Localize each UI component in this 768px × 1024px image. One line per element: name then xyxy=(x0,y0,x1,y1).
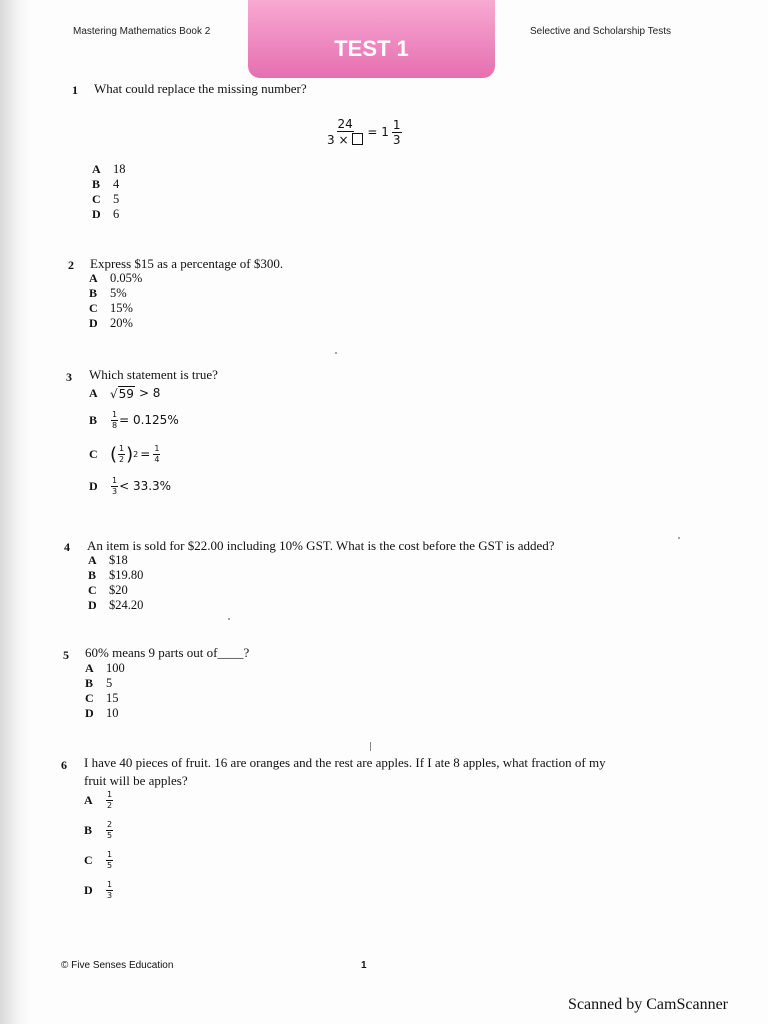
option-text: 5 xyxy=(106,676,113,690)
series-title: Selective and Scholarship Tests xyxy=(529,26,671,37)
option-d[interactable] xyxy=(89,474,171,498)
options-list xyxy=(88,553,143,613)
option-letter: A xyxy=(85,661,94,675)
numerator: 1 xyxy=(107,879,113,889)
option-letter: B xyxy=(89,286,98,300)
option-text: 6 xyxy=(113,207,120,221)
numerator: 1 xyxy=(154,443,160,453)
option-text: 15 xyxy=(106,691,119,705)
option-c[interactable] xyxy=(92,192,126,207)
question-number: 3 xyxy=(66,370,72,384)
fraction xyxy=(111,411,118,430)
denominator: 2 xyxy=(119,454,125,464)
question-number: 1 xyxy=(72,83,78,97)
scan-speck xyxy=(678,537,680,539)
option-text: 20% xyxy=(110,316,133,330)
lhs-denominator xyxy=(326,132,364,146)
option-b[interactable] xyxy=(84,818,114,842)
option-c[interactable] xyxy=(89,301,142,316)
option-text: 5% xyxy=(110,286,127,300)
fraction xyxy=(118,445,125,464)
option-letter: C xyxy=(89,446,98,461)
option-d[interactable] xyxy=(92,207,126,222)
option-a[interactable] xyxy=(89,271,142,286)
numerator: 2 xyxy=(107,819,113,829)
fraction xyxy=(106,791,113,810)
test-title: TEST 1 xyxy=(334,36,409,61)
option-letter: C xyxy=(88,583,97,597)
book-title: Mastering Mathematics Book 2 xyxy=(73,26,211,37)
option-letter: D xyxy=(88,598,97,612)
option-text: $19.80 xyxy=(109,568,144,582)
page-number: 1 xyxy=(361,960,367,971)
rhs-numerator: 1 xyxy=(392,117,401,132)
question-text: What could replace the missing number? xyxy=(94,81,307,96)
denominator: 8 xyxy=(112,420,118,430)
fraction xyxy=(106,881,113,900)
question-text: Which statement is true? xyxy=(89,367,218,382)
option-a[interactable] xyxy=(92,162,126,177)
option-text: 4 xyxy=(113,177,120,191)
option-letter: D xyxy=(85,706,94,720)
numerator: 1 xyxy=(119,443,125,453)
test-title-tab xyxy=(248,0,495,78)
options-list xyxy=(89,271,142,331)
denominator: 3 xyxy=(112,486,118,496)
open-paren: ( xyxy=(110,443,118,465)
option-letter: D xyxy=(89,316,98,330)
fraction xyxy=(111,477,118,496)
option-a[interactable] xyxy=(84,788,114,812)
option-text: 0.05% xyxy=(110,271,143,285)
question-number: 6 xyxy=(61,758,67,772)
option-text: $20 xyxy=(109,583,128,597)
denominator: 4 xyxy=(154,454,160,464)
question-text: 60% means 9 parts out of____? xyxy=(85,645,250,660)
option-d[interactable] xyxy=(88,598,143,613)
option-letter: C xyxy=(92,192,101,206)
numerator: 1 xyxy=(112,409,118,419)
option-text: 100 xyxy=(106,661,125,675)
equals-sign: = xyxy=(140,447,151,461)
option-letter: C xyxy=(89,301,98,315)
option-letter: B xyxy=(85,676,94,690)
radicand: 59 xyxy=(118,386,134,401)
scanner-watermark: Scanned by CamScanner xyxy=(568,996,728,1013)
exponent: 2 xyxy=(133,449,139,459)
option-d[interactable] xyxy=(85,706,125,721)
option-letter: A xyxy=(89,385,98,400)
option-d[interactable] xyxy=(89,316,142,331)
option-d[interactable] xyxy=(84,878,114,902)
numerator: 1 xyxy=(107,789,113,799)
option-letter: D xyxy=(84,882,93,897)
option-a[interactable] xyxy=(85,661,125,676)
question-number: 5 xyxy=(63,648,69,662)
option-text: $24.20 xyxy=(109,598,144,612)
option-text: 10 xyxy=(106,706,119,720)
option-b[interactable] xyxy=(89,286,142,301)
lhs-numerator: 24 xyxy=(337,117,353,131)
denominator: 5 xyxy=(107,830,113,840)
question-number: 2 xyxy=(68,258,74,272)
option-text: 18 xyxy=(113,162,126,176)
option-c[interactable] xyxy=(85,691,125,706)
denominator: 3 xyxy=(107,890,113,900)
option-text: 15% xyxy=(110,301,133,315)
close-paren: ) xyxy=(126,443,134,465)
scan-speck xyxy=(370,742,371,751)
lhs-denominator-text: 3 × xyxy=(327,133,349,147)
option-letter: A xyxy=(92,162,101,176)
option-c[interactable] xyxy=(84,848,114,872)
option-text: $18 xyxy=(109,553,128,567)
question-text-line-1: I have 40 pieces of fruit. 16 are oranges and the rest are apples. If I ate 8 apples, what fraction of my xyxy=(84,755,606,770)
missing-number-box xyxy=(352,133,363,145)
option-letter: B xyxy=(89,412,98,427)
option-b[interactable] xyxy=(92,177,126,192)
option-text: < 33.3% xyxy=(119,479,172,493)
option-letter: B xyxy=(92,177,101,191)
option-letter: B xyxy=(84,822,93,837)
option-b[interactable] xyxy=(85,676,125,691)
numerator: 1 xyxy=(112,475,118,485)
option-letter: D xyxy=(89,478,98,493)
scan-speck xyxy=(228,618,230,620)
question-text: Express $15 as a percentage of $300. xyxy=(90,256,284,271)
numerator: 1 xyxy=(107,849,113,859)
denominator: 5 xyxy=(107,860,113,870)
scan-edge-shadow xyxy=(0,0,30,1024)
question-text: An item is sold for $22.00 including 10% GST. What is the cost before the GST is added? xyxy=(87,538,555,553)
option-text: > 8 xyxy=(138,386,161,400)
question-number: 4 xyxy=(64,540,70,554)
option-text: 5 xyxy=(113,192,120,206)
equation xyxy=(325,118,403,146)
option-c[interactable] xyxy=(89,440,161,468)
denominator: 2 xyxy=(107,800,113,810)
option-c[interactable] xyxy=(88,583,143,598)
option-b[interactable] xyxy=(88,568,143,583)
publisher-footer: © Five Senses Education xyxy=(61,960,174,971)
square-root: √ 59 xyxy=(110,386,134,401)
option-text: = 0.125% xyxy=(119,413,179,427)
options-list xyxy=(85,661,125,721)
option-letter: C xyxy=(84,852,93,867)
fraction xyxy=(153,445,160,464)
option-letter: C xyxy=(85,691,94,705)
option-b[interactable] xyxy=(89,408,179,432)
option-a[interactable] xyxy=(88,553,143,568)
question-text-line-2: fruit will be apples? xyxy=(84,773,188,788)
scan-speck xyxy=(335,352,337,354)
option-letter: A xyxy=(89,271,98,285)
options-list xyxy=(92,162,126,222)
option-letter: D xyxy=(92,207,101,221)
fraction xyxy=(106,821,113,840)
equation-rhs-fraction xyxy=(392,119,402,146)
equation-rhs-whole: = 1 xyxy=(367,125,389,139)
option-letter: B xyxy=(88,568,97,582)
fraction xyxy=(106,851,113,870)
equation-lhs xyxy=(326,118,364,146)
option-a[interactable] xyxy=(89,383,160,403)
option-letter: A xyxy=(88,553,97,567)
option-letter: A xyxy=(84,792,93,807)
rhs-denominator: 3 xyxy=(392,132,401,147)
